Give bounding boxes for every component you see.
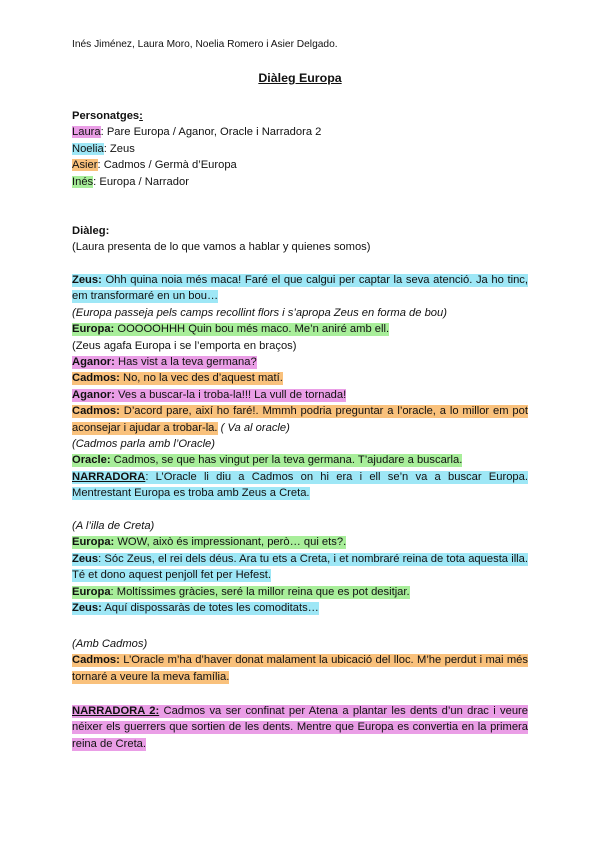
oracle-line-1: Oracle: Cadmos, se que has vingut per la teva germana. T’ajudare a buscarla. (72, 454, 463, 467)
characters-section (72, 108, 528, 190)
stage-direction-3: (Cadmos parla amb l’Oracle) (72, 438, 215, 451)
cadmos-line-1: Cadmos: No, no la vec des d’aquest matí. (72, 372, 283, 385)
aganor-line-2: Aganor: Ves a buscar-la i troba-la!!! La vull de tornada! (72, 388, 347, 401)
character-laura: Laura: Pare Europa / Aganor, Oracle i Narradora 2 (72, 126, 322, 139)
cadmos-line-3: Cadmos: L’Oracle m’ha d’haver donat malament la ubicació del lloc. M’he perdut i mai més tornaré a veure la meva família. (72, 654, 528, 683)
narrator-line-2: NARRADORA 2: Cadmos va ser confinat per Atena a plantar les dents d’un drac i veure néixer els guerrers que sortien de les dents. Mentre que Europa es convertia en la primera reina de Creta. (72, 705, 528, 750)
narrator-line-1: NARRADORA: L’Oracle li diu a Cadmos on hi era i ell se’n va a buscar Europa. Mentrestant Europa es troba amb Zeus a Creta. (72, 470, 528, 500)
dialog-intro: (Laura presenta de lo que vamos a hablar y quienes somos) (72, 241, 371, 254)
europa-line-2: Europa: WOW, això és impressionant, però… qui ets?. (72, 536, 347, 549)
stage-direction-2: (Zeus agafa Europa i se l’emporta en braços) (72, 339, 297, 352)
scene-two (72, 518, 528, 616)
stage-direction-4: (A l’illa de Creta) (72, 520, 155, 532)
europa-line-3: Europa: Moltíssimes gràcies, seré la millor reina que es pot desitjar. (72, 585, 410, 598)
europa-line-1: Europa: OOOOOHHH Quin bou més maco. Me’n aniré amb ell. (72, 323, 390, 336)
character-noelia: Noelia: Zeus (72, 142, 135, 155)
scene-one (72, 272, 528, 502)
zeus-line-2: Zeus: Sóc Zeus, el rei dels déus. Ara tu ets a Creta, i et nombraré reina de tota aquesta illa. Té et dono aquest penjoll fet per Hefest. (72, 552, 528, 582)
stage-direction-1: (Europa passeja pels camps recollint flors i s’apropa Zeus en forma de bou) (72, 306, 447, 319)
aganor-line-1: Aganor: Has vist a la teva germana? (72, 356, 257, 369)
characters-heading: Personatges: (72, 110, 143, 122)
dialog-header (72, 223, 528, 256)
scene-three (72, 636, 528, 685)
closing-narration (72, 703, 528, 752)
zeus-line-3: Zeus: Aquí dispossaràs de totes les comoditats… (72, 602, 319, 615)
dialog-heading: Diàleg: (72, 225, 110, 237)
stage-direction-5: (Amb Cadmos) (72, 638, 148, 650)
character-asier: Asier: Cadmos / Germà d’Europa (72, 159, 237, 172)
zeus-line-1: Zeus: Ohh quina noia més maca! Faré el que calgui per captar la seva atenció. Ja ho tinc, em transformaré en un bou… (72, 274, 528, 303)
document-title: Diàleg Europa (258, 71, 342, 85)
cadmos-line-2: Cadmos: D’acord pare, així ho faré!. Mmmh podria preguntar a l’oracle, a lo millor em pot aconsejar i ajudar a trobar-la. ( Va al oracle) (72, 405, 528, 434)
character-ines: Inés: Europa / Narrador (72, 175, 189, 188)
authors-line: Inés Jiménez, Laura Moro, Noelia Romero i Asier Delgado. (72, 39, 338, 50)
